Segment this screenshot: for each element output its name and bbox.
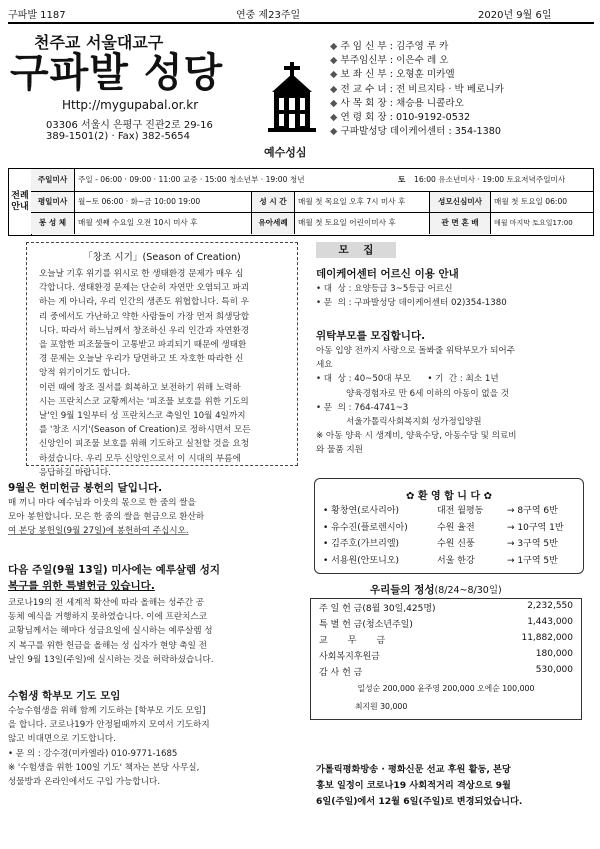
schedule-key: 봉 성 체 [31,213,75,234]
finance-row: 특 별 헌 금(청소년주일) 1,443,000 [319,617,573,630]
diocese-name: 천주교 서울대교구 [34,33,164,52]
finance-note: 일성순 200,000 윤주영 200,000 오에순 100,000 [357,684,535,693]
jerusalem-title-2: 복구를 위한 특별헌금 있습니다. [8,580,155,592]
welcome-box [314,478,584,574]
foster-line: • 대 상 : 40~50대 부모 • 기 간 : 최소 1년 [316,374,499,385]
schedule-value: 매월 셋째 수요일 오전 10시 미사 후 [78,218,198,227]
creation-line: 을 포함한 피조물들이 고통받고 파괴되기 때문에 생태환 [39,340,247,351]
notice-line: 홍보 일정이 코로나19 사회적거리 격상으로 9월 [316,780,511,791]
notice-line: 가톨릭평화방송 · 평화신문 선교 후원 활동, 본당 [316,764,511,775]
staff-item: ◆ 보 좌 신 부 : 오형훈 미카엘 [330,69,455,81]
creation-line: 를 '창조 시기'(Season of Creation)로 정하시면서 모든 [39,425,251,436]
creation-line: 응답하길 바랍니다. [39,467,111,478]
offering-title: 9월은 헌미헌금 봉헌의 달입니다. [8,482,163,494]
jerusalem-line: 날인 9월 13일(주일)에 실시하는 것을 허락하셨습니다. [8,654,214,665]
exam-line: 수능수험생을 위해 함께 기도하는 [학부모 기도 모임] [8,706,206,716]
offering-line: 매 끼니 마다 예수님과 이웃의 몫으로 한 줌의 쌀을 [8,498,196,508]
creation-line: 경 문제는 오늘날 우리가 당면하고 또 자호한 따라한 신 [39,354,244,365]
exam-line: 성물방과 온라인에서도 구입 가능합니다. [8,777,161,788]
creation-line: 이런 때에 창조 질서를 회복하고 보전하기 위해 노력하 [39,382,241,393]
staff-item: ◆ 부주임신부 : 이은수 레 오 [330,55,449,67]
offering-line: 모아 봉헌합니다. 모은 한 줌의 쌀을 현금으로 환산하 [8,512,205,523]
parish-phone: 389-1501(2) · Fax) 382-5654 [46,131,190,142]
schedule-value: 매월 첫 목요일 오후 7시 미사 후 [298,197,406,206]
schedule-value: 월~토 06:00 · 화~금 10:00 19:00 [78,197,201,206]
parish-name: 구파발 성당 [10,50,224,96]
creation-line: 신앙인이 피조물 보호를 위해 기도하고 실천할 것을 요청 [39,439,250,450]
welcome-row: • 황창연(로사리아) 대전 월평동 → 8구역 6반 [323,506,558,516]
staff-item: ◆ 주 임 신 부 : 김주영 루 카 [330,41,449,52]
staff-item: ◆ 전 교 수 녀 : 전 비르지타 · 박 베로니카 [330,83,504,95]
finance-table [310,598,582,720]
foster-line: 아동 입양 전까지 사랑으로 돌봐줄 위탁부모가 되어주 [316,346,516,356]
creation-line: 날'인 9월 1일부터 성 프란치스코 축일인 10월 4일까지 [39,411,246,422]
recruit-heading: 모 집 [316,242,396,258]
welcome-row: • 김주호(가브리엘) 수원 신풍 → 3구역 5반 [323,539,558,549]
schedule-value: 매월 첫 토요일 어린이미사 후 [298,218,396,227]
creation-line: 앙적 위기이기도 합니다. [39,368,131,379]
offering-body [8,496,298,539]
welcome-list [323,503,577,569]
header-rule [8,22,594,24]
schedule-key: 성 시 간 [251,192,295,212]
finance-row: 사회복지후원금 180,000 [319,649,573,662]
foster-line: 와 물품 지원 [316,445,363,456]
foster-line: 서울가톨릭사회복지회 성가정입양원 [316,417,482,428]
finance-title: 우리들의 정성(8/24~8/30일) [370,584,502,596]
staff-list [330,40,504,139]
daycare-body [316,282,594,310]
jerusalem-line: 코로나19의 전 세계적 확산에 따라 올해는 성주간 공 [8,598,205,608]
creation-body [39,267,291,480]
exam-line: 을 합니다. 코로나19가 안정될때까지 모여서 기도하지 [8,720,210,731]
creation-title: 「창조 시기」(Season of Creation) [83,252,241,263]
daycare-title: 데이케어센터 어르신 이용 안내 [316,268,459,280]
offering-line: 여 본당 봉헌일(9월 27일)에 봉헌하여 주십시오. [8,526,189,537]
schedule-row [31,192,593,213]
liturgical-week: 연중 제23주일 [236,10,301,21]
finance-note: 최지원 30,000 [355,702,408,711]
issue-number: 구파발 1187 [8,10,66,21]
finance-row: 감 사 헌 금 530,000 [319,665,573,678]
staff-item: ◆ 연 령 회 장 : 010-9192-0532 [330,112,471,124]
foster-line: 세요 [316,360,333,371]
exam-line: ※ '수험생을 위한 100일 기도' 책자는 본당 사무실, [8,762,200,773]
staff-item: ◆ 사 목 회 장 : 채승용 니콜라오 [330,97,464,109]
creation-line: 각합니다. 생태환경 문제는 단순히 자연만 오염되고 파괴 [39,283,250,294]
patron-name: 예수성심 [264,146,307,159]
foster-line: 양육경험자로 만 6세 이하의 아동이 없을 것 [316,388,510,399]
foster-line: ※ 아동 양육 시 생계비, 양육수당, 아동수당 및 의료비 [316,431,517,442]
bulletin-date: 2020년 9월 6일 [478,10,552,21]
schedule-key: 토 [398,175,406,184]
creation-line: 하는 게 아니라, 우리 인간의 생존도 위협합니다. 특히 우 [39,297,249,308]
creation-line: 오늘날 기후 위기를 위시로 한 생태환경 문제가 매우 심 [39,269,244,279]
finance-row: 교 무 금 11,882,000 [319,633,573,646]
schedule-value: 매월 첫 토요일 06:00 [494,197,568,206]
creation-line: 니다. 따라서 하느님께서 창조하신 우리 인간과 자연환경 [39,325,250,336]
schedule-value: 매월 마지막 토요일17:00 [494,219,573,227]
schedule-key: 성모신심미사 [429,192,491,212]
schedule-key: 유아세례 [251,213,295,234]
welcome-title: ✿ 환 영 합 니 다 ✿ [406,491,492,502]
jerusalem-line: 교황님께서는 해마다 성금요일에 실시하는 예루살렘 성 [8,626,213,637]
parish-url: Http://mygupabal.or.kr [62,98,199,112]
parish-address: 03306 서울시 은평구 진관2로 29-16 [46,120,213,131]
jerusalem-body [8,596,298,667]
notice-body [316,762,600,810]
daycare-line: • 대 상 : 요양등급 3~5등급 어르신 [316,284,453,294]
schedule-key: 관 면 혼 배 [429,213,491,234]
schedule-row [31,213,593,234]
schedule-value: 16:00 유소년미사 · 19:00 토요저녁주일미사 [414,175,566,184]
schedule-value: 주일 - 06:00 · 09:00 · 11:00 교중 · 15:00 청소년부 · 19:00 청년 [78,175,305,184]
finance-row: 주 일 헌 금(8월 30일,425명) 2,232,550 [319,601,573,614]
notice-line: 6일(주일)에서 12월 6일(주일)로 변경되었습니다. [316,796,523,807]
welcome-row: • 서용원(안또니오) 서울 한강 → 1구역 5반 [323,555,558,566]
foster-body [316,344,594,458]
jerusalem-line: 지 복구를 위한 헌금을 올해는 성 십자가 현양 축일 전 [8,640,207,651]
liturgy-schedule-table [8,168,594,236]
exam-line: 않고 비대면으로 기도합니다. [8,734,116,745]
exam-prayer-title: 수험생 학부모 기도 모임 [8,690,121,702]
exam-prayer-body [8,704,298,789]
creation-season-box [26,242,298,478]
foster-line: • 문 의 : 764-4741~3 [316,402,409,413]
foster-title: 위탁부모를 모집합니다. [316,330,426,342]
schedule-label: 전례 안내 [9,169,32,235]
creation-line: 하셨습니다. 우리 모두 신앙인으로서 이 시대의 부름에 [39,453,241,464]
schedule-row [31,169,593,192]
exam-line: • 문 의 : 강수경(미카엘라) 010-9771-1685 [8,748,178,759]
creation-line: 시는 프란치스코 교황께서는 '피조물 보호를 위한 기도의 [39,396,249,407]
schedule-key: 평일미사 [31,192,75,212]
creation-line: 리 중에서도 가난하고 약한 사람들이 가장 먼저 희생당합 [39,311,250,322]
welcome-row: • 유수진(플로렌시아) 수원 율전 → 10구역 1반 [323,522,564,533]
jerusalem-title: 다음 주일(9월 13일) 미사에는 예루살렘 성지 [8,564,221,576]
daycare-line: • 문 의 : 구파발성당 데이케어센터 02)354-1380 [316,298,507,309]
church-logo-icon [268,62,316,144]
jerusalem-line: 동체 예식을 거행하지 못하였습니다. 이에 프란치스코 [8,612,208,623]
staff-item: ◆ 구파발성당 데이케어센터 : 354-1380 [330,126,501,138]
schedule-key: 주일미사 [31,169,75,191]
